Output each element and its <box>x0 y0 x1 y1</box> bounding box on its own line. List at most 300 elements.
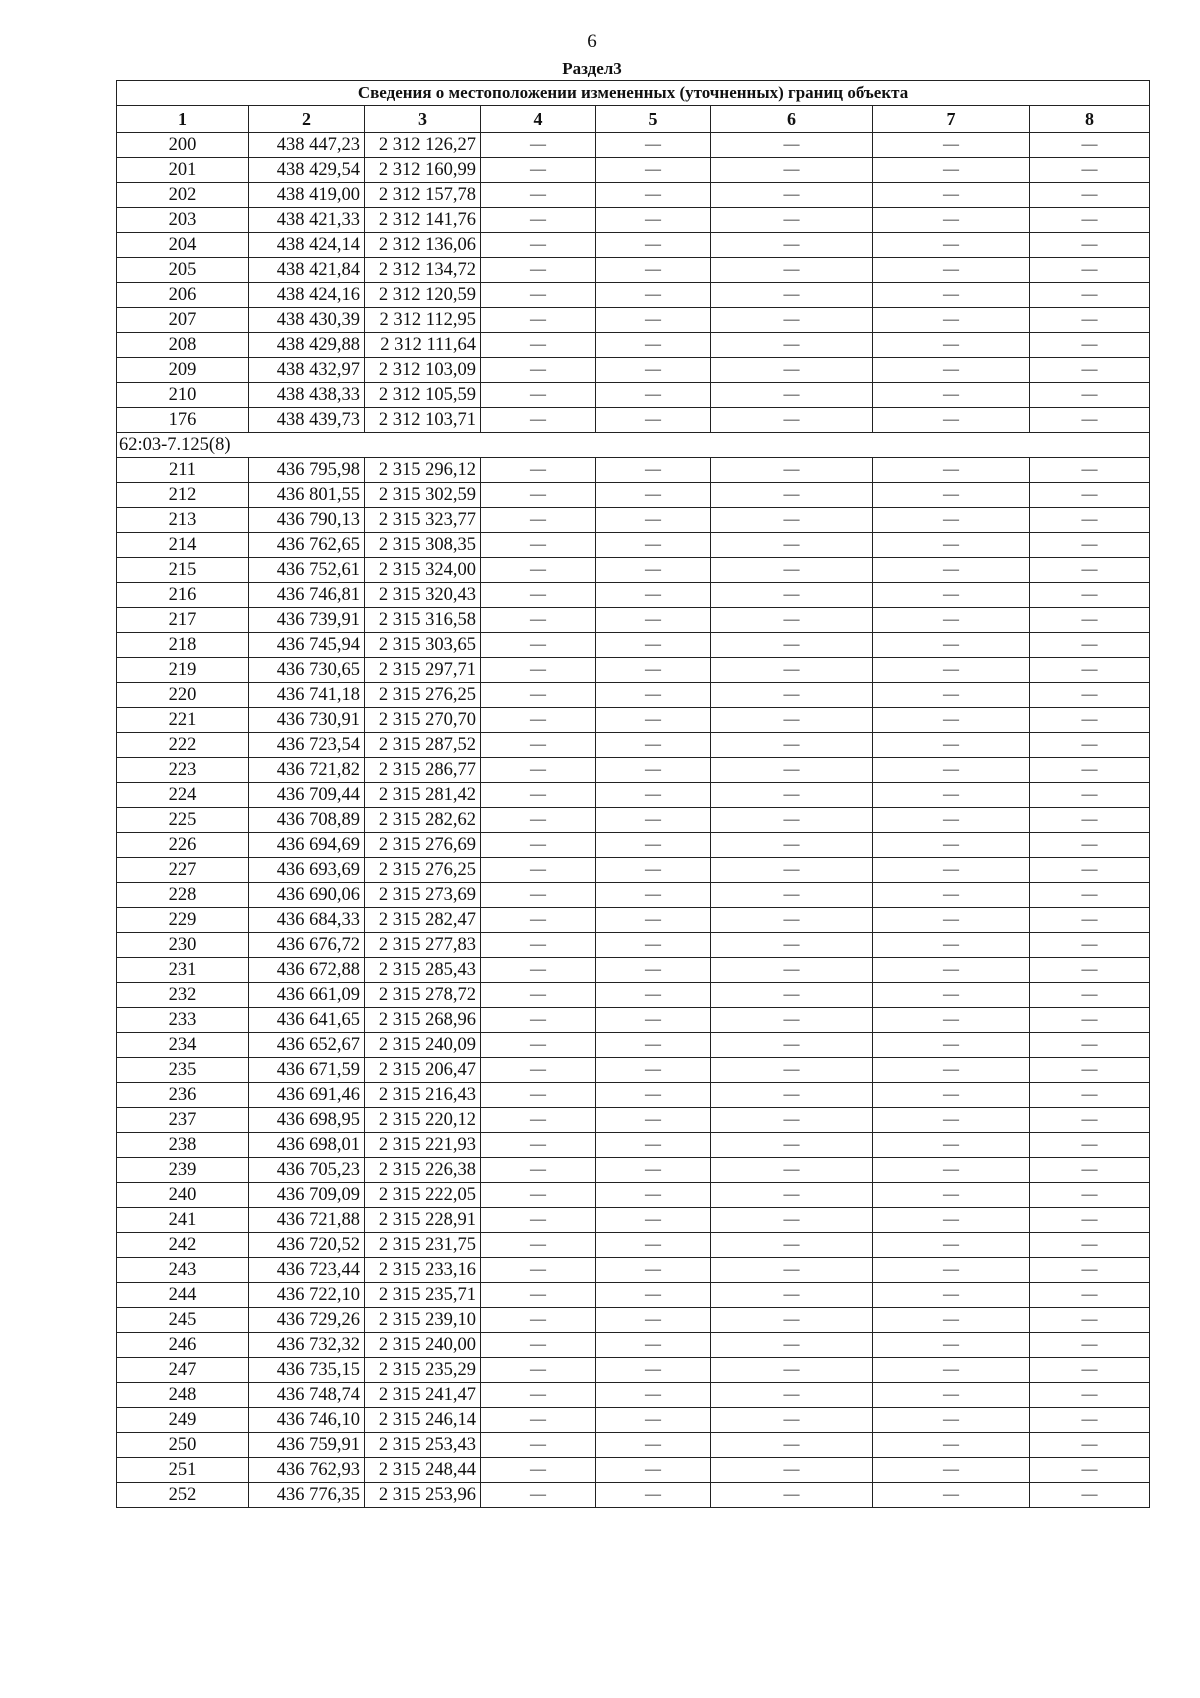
empty-value-cell: — <box>596 1308 711 1333</box>
empty-value-cell: — <box>481 908 596 933</box>
table-row <box>117 1458 1150 1483</box>
empty-value-cell: — <box>596 383 711 408</box>
empty-value-cell: — <box>481 1383 596 1408</box>
point-number-cell: 227 <box>117 858 249 883</box>
empty-value-cell: — <box>711 333 873 358</box>
empty-value-cell: — <box>873 333 1030 358</box>
empty-value-cell: — <box>481 1108 596 1133</box>
y-coordinate-cell: 2 315 270,70 <box>365 708 481 733</box>
empty-value-cell: — <box>1030 1383 1150 1408</box>
empty-value-cell: — <box>711 758 873 783</box>
empty-value-cell: — <box>1030 558 1150 583</box>
empty-value-cell: — <box>711 833 873 858</box>
table-row <box>117 1208 1150 1233</box>
empty-value-cell: — <box>481 1458 596 1483</box>
empty-value-cell: — <box>596 558 711 583</box>
empty-value-cell: — <box>596 1108 711 1133</box>
empty-value-cell: — <box>596 983 711 1008</box>
y-coordinate-cell: 2 315 323,77 <box>365 508 481 533</box>
x-coordinate-cell: 436 759,91 <box>249 1433 365 1458</box>
empty-value-cell: — <box>873 1208 1030 1233</box>
point-number-cell: 243 <box>117 1258 249 1283</box>
empty-value-cell: — <box>596 1408 711 1433</box>
table-row <box>117 883 1150 908</box>
empty-value-cell: — <box>481 258 596 283</box>
y-coordinate-cell: 2 315 226,38 <box>365 1158 481 1183</box>
table-row <box>117 533 1150 558</box>
column-header: 2 <box>249 106 365 133</box>
empty-value-cell: — <box>1030 508 1150 533</box>
point-number-cell: 219 <box>117 658 249 683</box>
point-number-cell: 248 <box>117 1383 249 1408</box>
empty-value-cell: — <box>1030 758 1150 783</box>
empty-value-cell: — <box>873 1433 1030 1458</box>
x-coordinate-cell: 436 741,18 <box>249 683 365 708</box>
empty-value-cell: — <box>1030 958 1150 983</box>
empty-value-cell: — <box>481 1058 596 1083</box>
y-coordinate-cell: 2 315 248,44 <box>365 1458 481 1483</box>
empty-value-cell: — <box>873 783 1030 808</box>
empty-value-cell: — <box>873 133 1030 158</box>
empty-value-cell: — <box>873 1358 1030 1383</box>
empty-value-cell: — <box>596 1208 711 1233</box>
y-coordinate-cell: 2 312 157,78 <box>365 183 481 208</box>
y-coordinate-cell: 2 315 220,12 <box>365 1108 481 1133</box>
table-row <box>117 1108 1150 1133</box>
empty-value-cell: — <box>481 1283 596 1308</box>
x-coordinate-cell: 436 721,82 <box>249 758 365 783</box>
empty-value-cell: — <box>481 833 596 858</box>
empty-value-cell: — <box>711 1458 873 1483</box>
x-coordinate-cell: 436 708,89 <box>249 808 365 833</box>
x-coordinate-cell: 436 746,81 <box>249 583 365 608</box>
x-coordinate-cell: 436 762,93 <box>249 1458 365 1483</box>
empty-value-cell: — <box>873 858 1030 883</box>
table-row <box>117 1058 1150 1083</box>
empty-value-cell: — <box>1030 233 1150 258</box>
empty-value-cell: — <box>873 808 1030 833</box>
group-label: 62:03-7.125(8) <box>117 433 1150 458</box>
x-coordinate-cell: 438 424,14 <box>249 233 365 258</box>
empty-value-cell: — <box>1030 1008 1150 1033</box>
x-coordinate-cell: 436 729,26 <box>249 1308 365 1333</box>
empty-value-cell: — <box>711 1258 873 1283</box>
x-coordinate-cell: 436 652,67 <box>249 1033 365 1058</box>
y-coordinate-cell: 2 312 134,72 <box>365 258 481 283</box>
table-row <box>117 358 1150 383</box>
empty-value-cell: — <box>1030 1358 1150 1383</box>
empty-value-cell: — <box>711 1058 873 1083</box>
x-coordinate-cell: 436 672,88 <box>249 958 365 983</box>
empty-value-cell: — <box>596 1483 711 1508</box>
x-coordinate-cell: 436 709,44 <box>249 783 365 808</box>
empty-value-cell: — <box>596 308 711 333</box>
table-row <box>117 908 1150 933</box>
table-row <box>117 1283 1150 1308</box>
empty-value-cell: — <box>873 1458 1030 1483</box>
table-row <box>117 983 1150 1008</box>
x-coordinate-cell: 436 684,33 <box>249 908 365 933</box>
empty-value-cell: — <box>711 208 873 233</box>
x-coordinate-cell: 436 641,65 <box>249 1008 365 1033</box>
empty-value-cell: — <box>481 458 596 483</box>
table-row <box>117 333 1150 358</box>
empty-value-cell: — <box>873 508 1030 533</box>
x-coordinate-cell: 438 439,73 <box>249 408 365 433</box>
empty-value-cell: — <box>481 808 596 833</box>
empty-value-cell: — <box>596 483 711 508</box>
empty-value-cell: — <box>1030 733 1150 758</box>
table-row <box>117 1408 1150 1433</box>
empty-value-cell: — <box>596 1283 711 1308</box>
y-coordinate-cell: 2 312 103,09 <box>365 358 481 383</box>
empty-value-cell: — <box>1030 1208 1150 1233</box>
empty-value-cell: — <box>481 1358 596 1383</box>
table-row <box>117 583 1150 608</box>
table-row <box>117 833 1150 858</box>
y-coordinate-cell: 2 315 276,25 <box>365 683 481 708</box>
point-number-cell: 234 <box>117 1033 249 1058</box>
empty-value-cell: — <box>711 1233 873 1258</box>
empty-value-cell: — <box>481 533 596 558</box>
table-row <box>117 1083 1150 1108</box>
empty-value-cell: — <box>596 708 711 733</box>
empty-value-cell: — <box>1030 883 1150 908</box>
table-row <box>117 733 1150 758</box>
point-number-cell: 230 <box>117 933 249 958</box>
empty-value-cell: — <box>481 558 596 583</box>
y-coordinate-cell: 2 315 296,12 <box>365 458 481 483</box>
table-row <box>117 483 1150 508</box>
y-coordinate-cell: 2 315 285,43 <box>365 958 481 983</box>
empty-value-cell: — <box>711 908 873 933</box>
empty-value-cell: — <box>711 1358 873 1383</box>
x-coordinate-cell: 436 661,09 <box>249 983 365 1008</box>
table-row <box>117 683 1150 708</box>
empty-value-cell: — <box>481 933 596 958</box>
empty-value-cell: — <box>596 583 711 608</box>
empty-value-cell: — <box>1030 383 1150 408</box>
empty-value-cell: — <box>596 1458 711 1483</box>
empty-value-cell: — <box>873 283 1030 308</box>
empty-value-cell: — <box>1030 1183 1150 1208</box>
x-coordinate-cell: 436 730,91 <box>249 708 365 733</box>
empty-value-cell: — <box>711 1133 873 1158</box>
y-coordinate-cell: 2 315 268,96 <box>365 1008 481 1033</box>
empty-value-cell: — <box>481 1433 596 1458</box>
empty-value-cell: — <box>481 858 596 883</box>
empty-value-cell: — <box>873 483 1030 508</box>
empty-value-cell: — <box>711 1033 873 1058</box>
empty-value-cell: — <box>1030 1133 1150 1158</box>
empty-value-cell: — <box>873 583 1030 608</box>
empty-value-cell: — <box>596 1358 711 1383</box>
point-number-cell: 216 <box>117 583 249 608</box>
point-number-cell: 241 <box>117 1208 249 1233</box>
empty-value-cell: — <box>873 833 1030 858</box>
coordinates-table <box>116 80 1150 1508</box>
point-number-cell: 208 <box>117 333 249 358</box>
x-coordinate-cell: 436 690,06 <box>249 883 365 908</box>
empty-value-cell: — <box>596 908 711 933</box>
point-number-cell: 252 <box>117 1483 249 1508</box>
empty-value-cell: — <box>711 633 873 658</box>
x-coordinate-cell: 436 739,91 <box>249 608 365 633</box>
y-coordinate-cell: 2 312 111,64 <box>365 333 481 358</box>
empty-value-cell: — <box>711 1308 873 1333</box>
point-number-cell: 209 <box>117 358 249 383</box>
empty-value-cell: — <box>873 208 1030 233</box>
empty-value-cell: — <box>596 1033 711 1058</box>
y-coordinate-cell: 2 315 276,25 <box>365 858 481 883</box>
column-header: 5 <box>596 106 711 133</box>
y-coordinate-cell: 2 315 282,47 <box>365 908 481 933</box>
empty-value-cell: — <box>1030 583 1150 608</box>
empty-value-cell: — <box>711 508 873 533</box>
empty-value-cell: — <box>711 1483 873 1508</box>
empty-value-cell: — <box>1030 1233 1150 1258</box>
y-coordinate-cell: 2 315 273,69 <box>365 883 481 908</box>
x-coordinate-cell: 436 698,95 <box>249 1108 365 1133</box>
column-header: 1 <box>117 106 249 133</box>
empty-value-cell: — <box>711 233 873 258</box>
x-coordinate-cell: 436 720,52 <box>249 1233 365 1258</box>
table-row <box>117 1333 1150 1358</box>
empty-value-cell: — <box>711 1108 873 1133</box>
x-coordinate-cell: 438 421,84 <box>249 258 365 283</box>
x-coordinate-cell: 436 691,46 <box>249 1083 365 1108</box>
y-coordinate-cell: 2 315 231,75 <box>365 1233 481 1258</box>
column-header: 3 <box>365 106 481 133</box>
empty-value-cell: — <box>481 1333 596 1358</box>
x-coordinate-cell: 436 723,44 <box>249 1258 365 1283</box>
empty-value-cell: — <box>873 358 1030 383</box>
group-label-row <box>117 433 1150 458</box>
point-number-cell: 233 <box>117 1008 249 1033</box>
point-number-cell: 211 <box>117 458 249 483</box>
empty-value-cell: — <box>481 958 596 983</box>
table-body <box>117 81 1150 1508</box>
y-coordinate-cell: 2 312 112,95 <box>365 308 481 333</box>
empty-value-cell: — <box>873 908 1030 933</box>
empty-value-cell: — <box>711 483 873 508</box>
empty-value-cell: — <box>596 1433 711 1458</box>
point-number-cell: 238 <box>117 1133 249 1158</box>
empty-value-cell: — <box>873 758 1030 783</box>
x-coordinate-cell: 436 795,98 <box>249 458 365 483</box>
y-coordinate-cell: 2 315 206,47 <box>365 1058 481 1083</box>
point-number-cell: 242 <box>117 1233 249 1258</box>
empty-value-cell: — <box>596 933 711 958</box>
table-row <box>117 1258 1150 1283</box>
point-number-cell: 203 <box>117 208 249 233</box>
empty-value-cell: — <box>596 458 711 483</box>
y-coordinate-cell: 2 312 105,59 <box>365 383 481 408</box>
empty-value-cell: — <box>711 533 873 558</box>
point-number-cell: 207 <box>117 308 249 333</box>
y-coordinate-cell: 2 315 281,42 <box>365 783 481 808</box>
x-coordinate-cell: 436 746,10 <box>249 1408 365 1433</box>
empty-value-cell: — <box>1030 1033 1150 1058</box>
page-number: 6 <box>587 31 597 52</box>
y-coordinate-cell: 2 315 233,16 <box>365 1258 481 1283</box>
column-header: 7 <box>873 106 1030 133</box>
y-coordinate-cell: 2 315 308,35 <box>365 533 481 558</box>
empty-value-cell: — <box>1030 1283 1150 1308</box>
point-number-cell: 205 <box>117 258 249 283</box>
empty-value-cell: — <box>873 1383 1030 1408</box>
x-coordinate-cell: 436 801,55 <box>249 483 365 508</box>
table-row <box>117 758 1150 783</box>
x-coordinate-cell: 436 762,65 <box>249 533 365 558</box>
empty-value-cell: — <box>481 508 596 533</box>
empty-value-cell: — <box>596 733 711 758</box>
empty-value-cell: — <box>596 1083 711 1108</box>
table-row <box>117 1233 1150 1258</box>
point-number-cell: 231 <box>117 958 249 983</box>
empty-value-cell: — <box>596 658 711 683</box>
point-number-cell: 250 <box>117 1433 249 1458</box>
empty-value-cell: — <box>596 633 711 658</box>
empty-value-cell: — <box>1030 808 1150 833</box>
empty-value-cell: — <box>596 1258 711 1283</box>
empty-value-cell: — <box>481 483 596 508</box>
x-coordinate-cell: 438 421,33 <box>249 208 365 233</box>
empty-value-cell: — <box>481 158 596 183</box>
table-row <box>117 308 1150 333</box>
empty-value-cell: — <box>596 333 711 358</box>
point-number-cell: 224 <box>117 783 249 808</box>
section-title: Раздел3 <box>562 59 622 78</box>
empty-value-cell: — <box>873 308 1030 333</box>
empty-value-cell: — <box>481 358 596 383</box>
point-number-cell: 239 <box>117 1158 249 1183</box>
empty-value-cell: — <box>481 1233 596 1258</box>
empty-value-cell: — <box>596 1233 711 1258</box>
x-coordinate-cell: 436 698,01 <box>249 1133 365 1158</box>
table-row <box>117 133 1150 158</box>
empty-value-cell: — <box>873 883 1030 908</box>
empty-value-cell: — <box>481 758 596 783</box>
table-row <box>117 558 1150 583</box>
empty-value-cell: — <box>1030 158 1150 183</box>
empty-value-cell: — <box>1030 1308 1150 1333</box>
y-coordinate-cell: 2 315 216,43 <box>365 1083 481 1108</box>
y-coordinate-cell: 2 315 253,96 <box>365 1483 481 1508</box>
empty-value-cell: — <box>873 1033 1030 1058</box>
table-row <box>117 208 1150 233</box>
y-coordinate-cell: 2 315 253,43 <box>365 1433 481 1458</box>
empty-value-cell: — <box>596 758 711 783</box>
column-header-row <box>117 106 1150 133</box>
empty-value-cell: — <box>873 158 1030 183</box>
empty-value-cell: — <box>873 608 1030 633</box>
empty-value-cell: — <box>596 958 711 983</box>
empty-value-cell: — <box>711 358 873 383</box>
empty-value-cell: — <box>481 183 596 208</box>
empty-value-cell: — <box>1030 1458 1150 1483</box>
empty-value-cell: — <box>873 1233 1030 1258</box>
x-coordinate-cell: 436 705,23 <box>249 1158 365 1183</box>
empty-value-cell: — <box>711 258 873 283</box>
empty-value-cell: — <box>481 1033 596 1058</box>
point-number-cell: 212 <box>117 483 249 508</box>
x-coordinate-cell: 436 671,59 <box>249 1058 365 1083</box>
table-row <box>117 958 1150 983</box>
empty-value-cell: — <box>873 933 1030 958</box>
empty-value-cell: — <box>596 508 711 533</box>
point-number-cell: 244 <box>117 1283 249 1308</box>
x-coordinate-cell: 436 694,69 <box>249 833 365 858</box>
empty-value-cell: — <box>596 208 711 233</box>
table-row <box>117 408 1150 433</box>
empty-value-cell: — <box>711 608 873 633</box>
empty-value-cell: — <box>1030 183 1150 208</box>
empty-value-cell: — <box>1030 283 1150 308</box>
x-coordinate-cell: 438 419,00 <box>249 183 365 208</box>
empty-value-cell: — <box>873 1058 1030 1083</box>
empty-value-cell: — <box>481 1083 596 1108</box>
y-coordinate-cell: 2 315 320,43 <box>365 583 481 608</box>
table-row <box>117 1008 1150 1033</box>
empty-value-cell: — <box>481 233 596 258</box>
empty-value-cell: — <box>481 308 596 333</box>
x-coordinate-cell: 436 748,74 <box>249 1383 365 1408</box>
empty-value-cell: — <box>873 1308 1030 1333</box>
point-number-cell: 214 <box>117 533 249 558</box>
point-number-cell: 245 <box>117 1308 249 1333</box>
x-coordinate-cell: 436 709,09 <box>249 1183 365 1208</box>
empty-value-cell: — <box>596 1333 711 1358</box>
empty-value-cell: — <box>596 233 711 258</box>
table-row <box>117 158 1150 183</box>
empty-value-cell: — <box>1030 1408 1150 1433</box>
point-number-cell: 218 <box>117 633 249 658</box>
point-number-cell: 213 <box>117 508 249 533</box>
point-number-cell: 236 <box>117 1083 249 1108</box>
empty-value-cell: — <box>481 333 596 358</box>
empty-value-cell: — <box>596 1008 711 1033</box>
table-row <box>117 258 1150 283</box>
empty-value-cell: — <box>596 183 711 208</box>
empty-value-cell: — <box>596 1183 711 1208</box>
empty-value-cell: — <box>481 708 596 733</box>
empty-value-cell: — <box>1030 1258 1150 1283</box>
x-coordinate-cell: 438 430,39 <box>249 308 365 333</box>
empty-value-cell: — <box>711 1333 873 1358</box>
empty-value-cell: — <box>711 1283 873 1308</box>
y-coordinate-cell: 2 315 239,10 <box>365 1308 481 1333</box>
point-number-cell: 235 <box>117 1058 249 1083</box>
empty-value-cell: — <box>711 183 873 208</box>
point-number-cell: 225 <box>117 808 249 833</box>
point-number-cell: 226 <box>117 833 249 858</box>
table-row <box>117 1183 1150 1208</box>
point-number-cell: 200 <box>117 133 249 158</box>
empty-value-cell: — <box>873 1483 1030 1508</box>
y-coordinate-cell: 2 312 103,71 <box>365 408 481 433</box>
empty-value-cell: — <box>711 1408 873 1433</box>
empty-value-cell: — <box>1030 833 1150 858</box>
x-coordinate-cell: 438 438,33 <box>249 383 365 408</box>
empty-value-cell: — <box>481 683 596 708</box>
empty-value-cell: — <box>873 658 1030 683</box>
empty-value-cell: — <box>873 1083 1030 1108</box>
y-coordinate-cell: 2 312 141,76 <box>365 208 481 233</box>
empty-value-cell: — <box>481 1483 596 1508</box>
empty-value-cell: — <box>873 708 1030 733</box>
table-row <box>117 1358 1150 1383</box>
